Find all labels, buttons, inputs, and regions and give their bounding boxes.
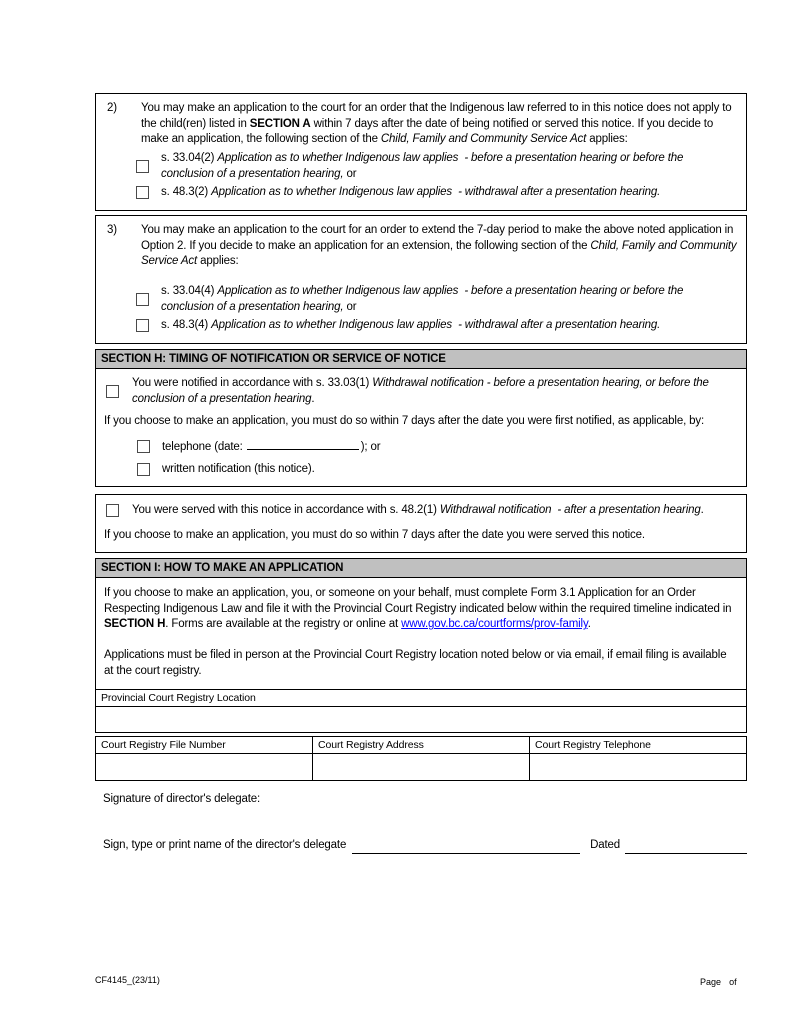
option-3-paragraph: You may make an application to the court for an order to extend the 7-day period to make the above noted application in Option 2. If you decide to make an application for an extension, the following section of the Child, Family and Community Service Act applies:	[141, 224, 737, 268]
dated-label: Dated	[590, 839, 620, 851]
section-i-header: SECTION I: HOW TO MAKE AN APPLICATION	[95, 558, 747, 578]
registry-location-field[interactable]	[95, 706, 747, 733]
written-row	[137, 462, 738, 478]
section-h	[95, 349, 747, 553]
telephone-label: telephone (date: ); or	[162, 437, 380, 456]
notified-label: You were notified in accordance with s. 33.03(1) Withdrawal notification - before a presentation hearing, or before the conclusion of a presentation hearing.	[132, 377, 712, 405]
section-i	[95, 558, 747, 781]
option-3-choice-1	[136, 284, 737, 315]
option-2-number: 2)	[107, 102, 117, 114]
section-a-ref: SECTION A	[249, 117, 311, 130]
signature-name-label: Sign, type or print name of the director's delegate	[103, 839, 347, 851]
signature-name-row	[103, 838, 747, 854]
apply-served-text: If you choose to make an application, you must do so within 7 days after the date you were served this notice.	[104, 528, 645, 541]
apply-notified-text: If you choose to make an application, you must do so within 7 days after the date you were first notified, as applicable, by:	[104, 415, 705, 428]
registry-table-col-address	[312, 736, 530, 781]
notified-row	[104, 376, 738, 407]
section-h-notified-box	[95, 368, 747, 487]
telephone-row	[137, 437, 738, 456]
page-indicator	[700, 976, 737, 988]
file-number-header: Court Registry File Number	[95, 736, 313, 754]
act-name: Child, Family and Community Service Act	[141, 239, 737, 268]
section-h-served-box	[95, 494, 747, 553]
section-h-ref: SECTION H	[104, 618, 166, 631]
option-2-paragraph: You may make an application to the court for an order that the Indigenous law referred to in this notice does not apply to the child(ren) listed in SECTION A within 7 days after the date of being notified or served this notice. If you decide to make an application, the following section of the Child, Family and Community Service Act applies:	[141, 102, 735, 146]
dated-field[interactable]	[625, 840, 747, 854]
s483-2-checkbox[interactable]	[136, 186, 149, 199]
signature-label: Signature of director's delegate:	[103, 793, 261, 805]
option-2-choice-2	[136, 185, 737, 201]
section-h-header: SECTION H: TIMING OF NOTIFICATION OR SERVICE OF NOTICE	[95, 349, 747, 369]
written-label: written notification (this notice).	[162, 462, 315, 475]
served-label: You were served with this notice in accordance with s. 48.2(1) Withdrawal notification - after a presentation hearing.	[132, 504, 704, 517]
s483-2-label: s. 48.3(2) Application as to whether Indigenous law applies - withdrawal after a presentation hearing.	[161, 186, 661, 199]
registry-table	[95, 736, 747, 781]
registry-table-col-file-number	[95, 736, 313, 781]
telephone-checkbox[interactable]	[137, 440, 150, 453]
s483-4-checkbox[interactable]	[136, 319, 149, 332]
s3304-2-label: s. 33.04(2) Application as to whether Indigenous law applies - before a presentation hearing or before the conclusion of a presentation hearing, or	[161, 151, 687, 180]
served-checkbox[interactable]	[106, 504, 119, 517]
of-label: of	[729, 977, 737, 987]
s3304-4-checkbox[interactable]	[136, 293, 149, 306]
section-i-body	[95, 577, 747, 690]
option-2-box	[95, 93, 747, 211]
file-number-field[interactable]	[95, 753, 313, 781]
telephone-header: Court Registry Telephone	[529, 736, 747, 754]
telephone-field[interactable]	[529, 753, 747, 781]
s483-4-label: s. 48.3(4) Application as to whether Indigenous law applies - withdrawal after a presentation hearing.	[161, 319, 661, 332]
page-label: Page	[700, 977, 722, 987]
address-header: Court Registry Address	[312, 736, 530, 754]
how-to-apply-paragraph: If you choose to make an application, you, or someone on your behalf, must complete Form 3.1 Application for an Order Respecting Indigenous Law and file it with the Provincial Court Registry indicated below within the required timeline indicated in SECTION H. Forms are available at the registry or online at www.gov.bc.ca/courtforms/prov-family.	[104, 587, 735, 631]
form-number: CF4145_(23/11)	[95, 975, 160, 985]
option-3-box	[95, 215, 747, 344]
option-3-number: 3)	[107, 224, 117, 236]
s3304-2-checkbox[interactable]	[136, 160, 149, 173]
option-3-choice-2	[136, 318, 737, 334]
option-2-choice-1	[136, 151, 737, 182]
filing-paragraph: Applications must be filed in person at the Provincial Court Registry location noted below or via email, if email filing is available at the court registry.	[104, 648, 727, 677]
written-checkbox[interactable]	[137, 463, 150, 476]
courtforms-link[interactable]: www.gov.bc.ca/courtforms/prov-family	[401, 618, 588, 631]
act-name: Child, Family and Community Service Act	[380, 133, 587, 146]
notified-checkbox[interactable]	[106, 385, 119, 398]
address-field[interactable]	[312, 753, 530, 781]
telephone-date-field[interactable]	[247, 437, 359, 450]
signature-name-field[interactable]	[352, 840, 580, 854]
served-row	[104, 503, 738, 519]
s3304-4-label: s. 33.04(4) Application as to whether Indigenous law applies - before a presentation hearing or before the conclusion of a presentation hearing, or	[161, 284, 687, 313]
registry-table-col-telephone	[529, 736, 747, 781]
registry-location-label: Provincial Court Registry Location	[95, 689, 747, 707]
